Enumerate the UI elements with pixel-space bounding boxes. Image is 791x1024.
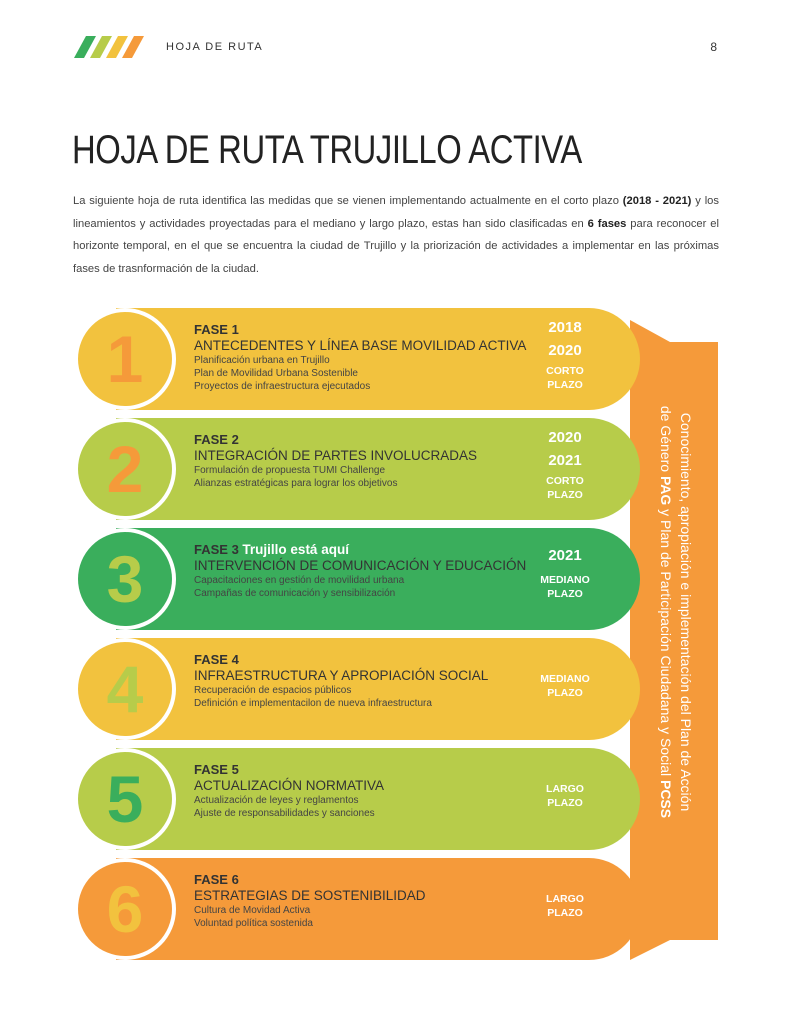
phase-item: Campañas de comunicación y sensibilización <box>194 588 396 599</box>
phase-5 <box>74 748 640 850</box>
phase-4 <box>74 638 640 740</box>
phase-item: Recuperación de espacios públicos <box>194 685 352 696</box>
phase-item: Cultura de Movidad Activa <box>194 905 311 916</box>
phase-term: MEDIANO PLAZO <box>540 673 590 699</box>
current-location-label: Trujillo está aquí <box>242 542 349 557</box>
phase-label: FASE 6 <box>194 872 239 887</box>
phase-term: MEDIANO PLAZO <box>540 574 590 600</box>
phase-term: LARGO PLAZO <box>546 893 584 919</box>
phase-term: CORTO PLAZO <box>546 365 584 391</box>
phase-label: FASE 5 <box>194 762 239 777</box>
phase-3 <box>74 528 640 630</box>
phase-term: CORTO PLAZO <box>546 475 584 501</box>
phase-label: FASE 4 <box>194 652 239 667</box>
phase-item: Planificación urbana en Trujillo <box>194 355 330 366</box>
phase-item: Definición e implementacilon de nueva infraestructura <box>194 698 432 709</box>
phase-label: FASE 2 <box>194 432 239 447</box>
phase-year: 2020 <box>548 429 582 446</box>
phase-number: 6 <box>106 872 144 946</box>
page-title: HOJA DE RUTA TRUJILLO ACTIVA <box>72 128 582 172</box>
phase-number: 3 <box>106 542 144 616</box>
header-title: HOJA DE RUTA <box>166 41 264 53</box>
phase-year: 2018 <box>548 319 582 336</box>
page-header <box>74 34 717 62</box>
phase-term: LARGO PLAZO <box>546 783 584 809</box>
phase-year: 2021 <box>548 547 582 564</box>
phase-item: Actualización de leyes y reglamentos <box>194 795 359 806</box>
phase-item: Formulación de propuesta TUMI Challenge <box>194 465 386 476</box>
phase-item: Voluntad política sostenida <box>194 918 313 929</box>
phase-year: 2020 <box>548 342 582 359</box>
phase-label: FASE 1 <box>194 322 239 337</box>
phase-title: ESTRATEGIAS DE SOSTENIBILIDAD <box>194 888 426 903</box>
phase-item: Ajuste de responsabilidades y sanciones <box>194 808 375 819</box>
phase-title: INTERVENCIÓN DE COMUNICACIÓN Y EDUCACIÓN <box>194 558 527 573</box>
phase-item: Plan de Movilidad Urbana Sostenible <box>194 368 358 379</box>
phase-number: 1 <box>106 322 144 396</box>
phase-year: 2021 <box>548 452 582 469</box>
side-arrow-text: Conocimiento, apropiación e implementación del Plan de Acción de Género PAG y Plan de Participación Ciudadana y Social PCSS <box>658 405 694 819</box>
phase-item: Proyectos de infraestructura ejecutados <box>194 381 371 392</box>
phase-item: Alianzas estratégicas para lograr los objetivos <box>194 478 398 489</box>
phase-number: 5 <box>106 762 144 836</box>
phase-title: ACTUALIZACIÓN NORMATIVA <box>194 778 385 793</box>
brand-stripes-icon <box>74 36 146 58</box>
phase-number: 4 <box>106 652 144 726</box>
phase-2 <box>74 418 640 520</box>
phase-label: FASE 3 Trujillo está aquí <box>194 542 349 557</box>
phase-title: INTEGRACIÓN DE PARTES INVOLUCRADAS <box>194 448 478 463</box>
intro-paragraph: La siguiente hoja de ruta identifica las medidas que se vienen implementando actualmente en el corto plazo (2018 - 2021) y los lineamientos y actividades proyectadas para el mediano y largo plazo, estas han sido clasificadas en 6 fases para reconocer el horizonte temporal, en el que se encuentra la ciudad de Trujillo y la priorización de actividades a implementar en las próximas fases de trasnformación de la ciudad. <box>73 195 719 275</box>
phase-title: INFRAESTRUCTURA Y APROPIACIÓN SOCIAL <box>194 668 489 683</box>
phase-title: ANTECEDENTES Y LÍNEA BASE MOVILIDAD ACTIVA <box>194 338 527 353</box>
page-number: 8 <box>710 40 717 54</box>
phase-1 <box>74 308 640 410</box>
phase-6 <box>74 858 640 960</box>
phase-item: Capacitaciones en gestión de movilidad urbana <box>194 575 405 586</box>
phase-number: 2 <box>106 432 144 506</box>
